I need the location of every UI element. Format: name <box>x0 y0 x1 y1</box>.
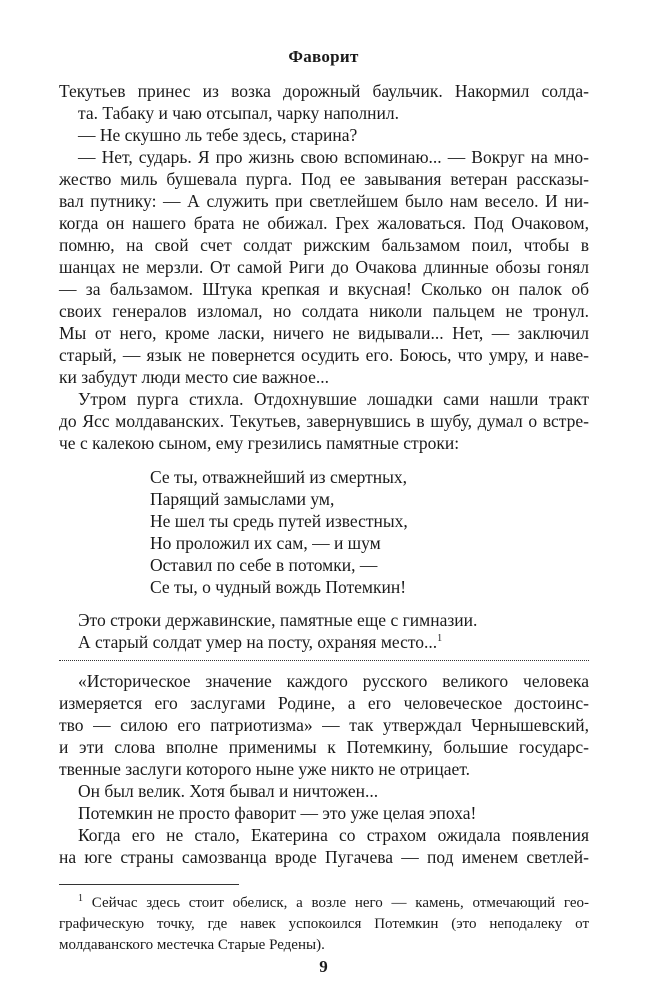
text-line: твенные заслуги которого ныне уже никто не отрицает. <box>59 759 471 779</box>
chapter-title: Фаворит <box>288 47 359 66</box>
footnote-text: Сейчас здесь стоит обелиск, а возле него — камень, отмечающий гео- <box>91 895 590 911</box>
text-line: Он был велик. Хотя бывал и ничтожен... <box>78 781 379 801</box>
text-line: до Ясс молдаванских. Текутьев, завернувшись в шубу, думал о встре- <box>59 411 589 431</box>
text-line: — за бальзамом. Штука крепкая и вкусная! Сколько он палок об <box>59 279 589 299</box>
text-line: тво — силою его патриотизма» — так утверждал Чернышевский, <box>59 715 589 735</box>
text-line: «Историческое значение каждого русского великого человека <box>78 671 589 691</box>
page-number: 9 <box>319 957 328 976</box>
verse-line: Оставил по себе в потомки, — <box>150 555 378 575</box>
text-line: Утром пурга стихла. Отдохнувшие лошадки сами нашли тракт <box>78 389 589 409</box>
text-line: Мы от него, кроме ласки, ничего не видывали... Нет, — заключил <box>59 323 589 343</box>
text-line: ки забудут люди место сие важное... <box>59 367 330 387</box>
text-line: жество миль бушевала пурга. Под ее завывания ветеран рассказы- <box>59 169 589 189</box>
text-line-content: А старый солдат умер на посту, охраняя место... <box>78 632 438 652</box>
verse-line: Се ты, отважнейший из смертных, <box>150 467 407 487</box>
text-line: — Не скушно ль тебе здесь, старина? <box>78 125 358 145</box>
verse-line: Парящий замыслами ум, <box>150 489 335 509</box>
verse-line: Но проложил их сам, — и шум <box>150 533 381 553</box>
verse-line: Се ты, о чудный вождь Потемкин! <box>150 577 407 597</box>
footnote-line <box>78 893 589 914</box>
text-line: на юге страны самозванца вроде Пугачева — под именем светлей- <box>59 847 589 867</box>
text-line <box>78 631 589 653</box>
footnote-line: графическую точку, где навек успокоился Потемкин (это неподалеку от <box>59 916 589 932</box>
footnote-mark: 1 <box>78 893 83 904</box>
text-line: своих генералов изломал, но солдата николи пальцем не тронул. <box>59 301 589 321</box>
text-line: Текутьев принес из возка дорожный баульчик. Накормил солда- <box>59 81 589 101</box>
text-line: Потемкин не просто фаворит — это уже целая эпоха! <box>78 803 477 823</box>
text-line: — Нет, сударь. Я про жизнь свою вспоминаю... — Вокруг на мно- <box>78 147 589 167</box>
text-line: Это строки державинские, памятные еще с гимназии. <box>78 610 478 630</box>
footnote-line: молдаванского местечка Старые Редены). <box>59 937 325 953</box>
text-line: и эти слова вполне применимы к Потемкину, большие государс- <box>59 737 589 757</box>
footnote-reference: 1 <box>437 633 443 645</box>
verse-line: Не шел ты средь путей известных, <box>150 511 408 531</box>
text-line: Когда его не стало, Екатерина со страхом ожидала появления <box>78 825 589 845</box>
text-line: когда он нашего брата не обижал. Грех жаловаться. Под Очаковом, <box>59 213 589 233</box>
text-line: измеряется его заслугами Родине, а его человеческое достоинс- <box>59 693 589 713</box>
section-divider <box>59 660 589 661</box>
footnote-rule <box>59 884 239 885</box>
text-line: та. Табаку и чаю отсыпал, чарку наполнил. <box>78 103 399 123</box>
text-line: че с калекою сыном, ему грезились памятные строки: <box>59 433 460 453</box>
text-line: старый, — язык не повернется осудить его. Боюсь, что умру, и наве- <box>59 345 589 365</box>
text-line: вал путнику: — А служить при светлейшем было нам весело. И ни- <box>59 191 589 211</box>
text-line: помню, на свой счет солдат рижским бальзамом поил, чтобы в <box>59 235 589 255</box>
text-line: шанцах не мерзли. От самой Риги до Очакова длинные обозы гонял <box>59 257 589 277</box>
